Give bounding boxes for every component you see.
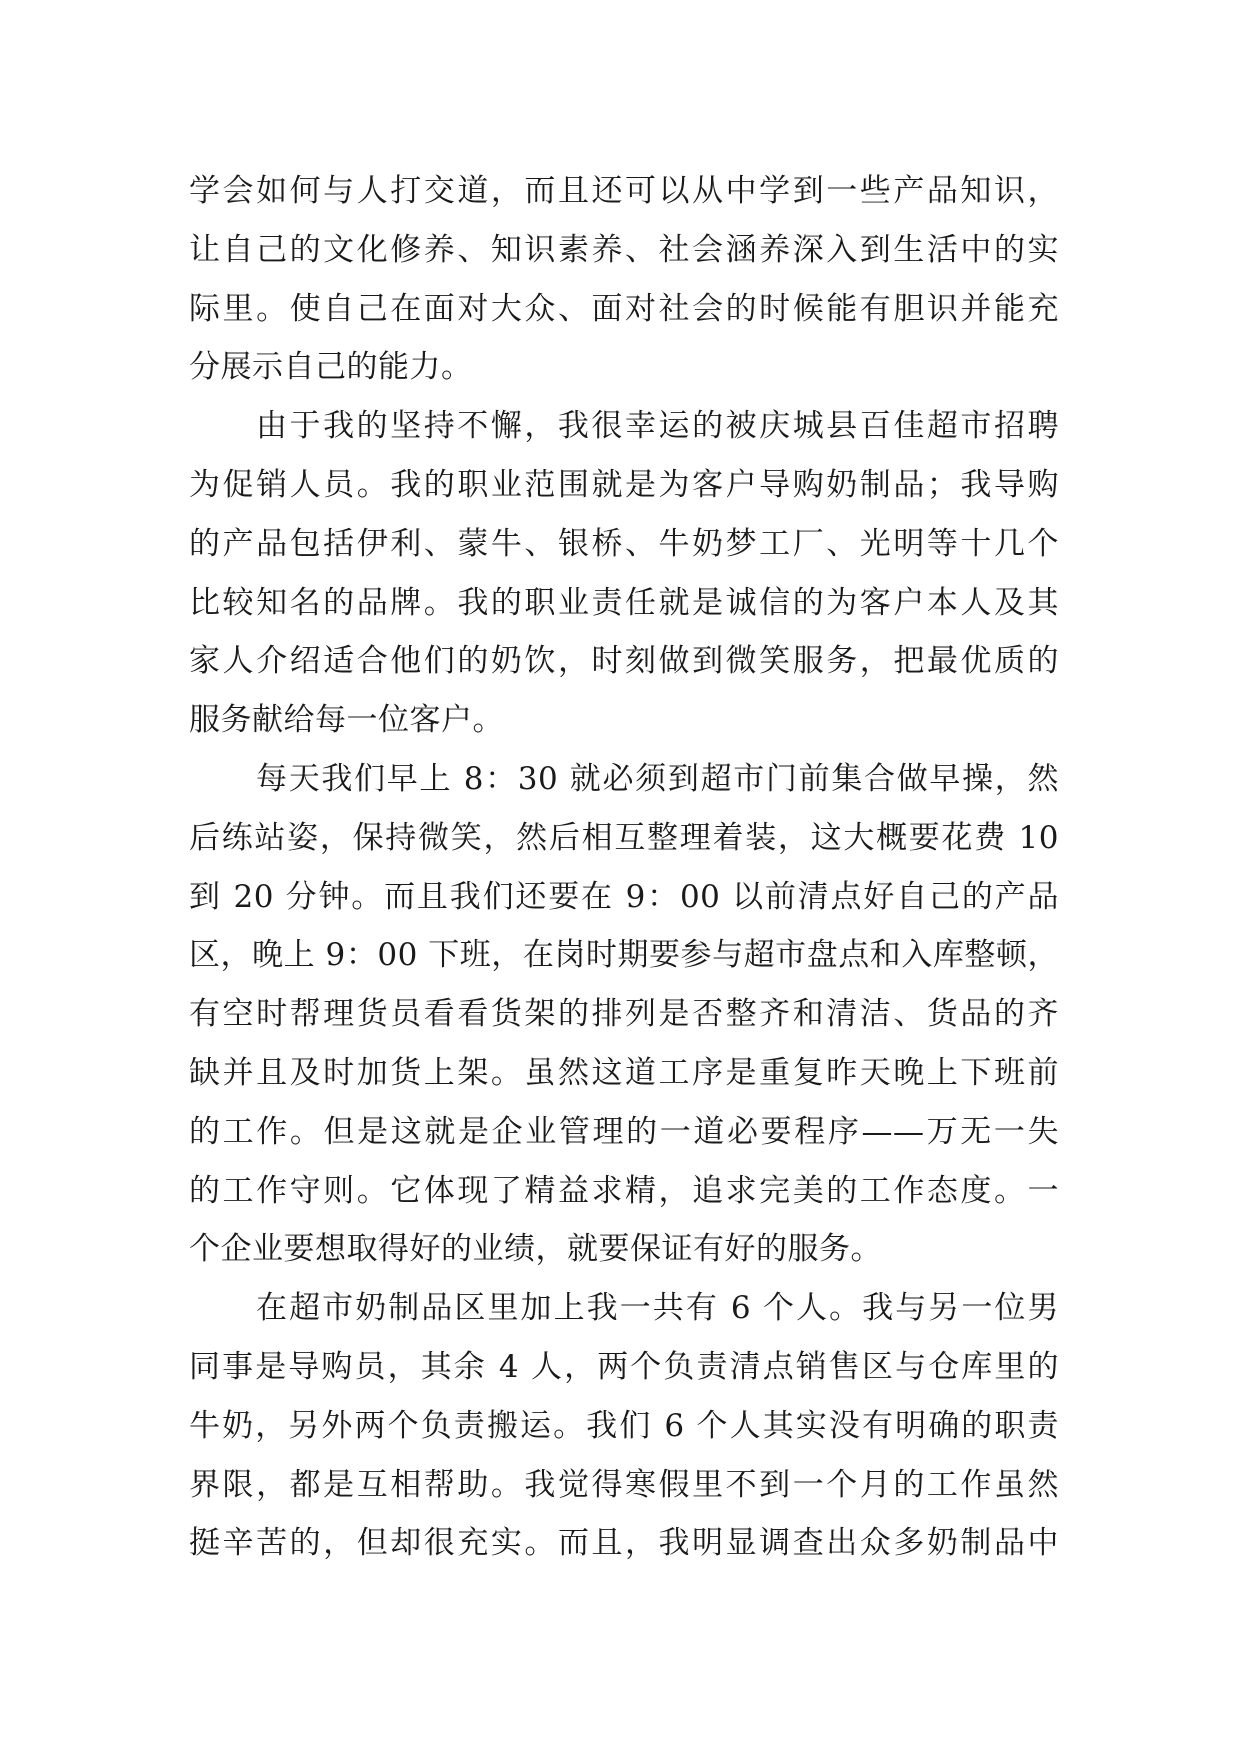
text-line: 后练站姿，保持微笑，然后相互整理着装，这大概要花费 10 [189, 819, 1059, 856]
text-line: 学会如何与人打交道，而且还可以从中学到一些产品知识， [189, 173, 1059, 209]
text-line: 同事是导购员，其余 4 人，两个负责清点销售区与仓库里的 [189, 1348, 1059, 1385]
body-text [189, 162, 1059, 1573]
text-line: 有空时帮理货员看看货架的排列是否整齐和清洁、货品的齐 [189, 996, 1059, 1033]
text-line: 家人介绍适合他们的奶饮，时刻做到微笑服务，把最优质的 [189, 643, 1059, 680]
text-line: 际里。使自己在面对大众、面对社会的时候能有胆识并能充 [189, 290, 1059, 327]
text-line: 服务献给每一位客户。 [189, 702, 504, 739]
paragraph [189, 162, 1059, 397]
text-line: 让自己的文化修养、知识素养、社会涵养深入到生活中的实 [189, 231, 1059, 268]
text-line: 在超市奶制品区里加上我一共有 6 个人。我与另一位男 [256, 1290, 1059, 1327]
paragraph [189, 1279, 1059, 1573]
text-line: 由于我的坚持不懈，我很幸运的被庆城县百佳超市招聘 [256, 408, 1059, 445]
text-line: 到 20 分钟。而且我们还要在 9：00 以前清点好自己的产品 [189, 878, 1059, 915]
text-line: 的产品包括伊利、蒙牛、银桥、牛奶梦工厂、光明等十几个 [189, 525, 1059, 562]
text-line: 缺并且及时加货上架。虽然这道工序是重复昨天晚上下班前 [189, 1054, 1059, 1091]
text-line: 每天我们早上 8：30 就必须到超市门前集合做早操，然 [256, 760, 1059, 797]
text-line: 的工作守则。它体现了精益求精，追求完美的工作态度。一 [189, 1172, 1059, 1209]
text-line: 界限，都是互相帮助。我觉得寒假里不到一个月的工作虽然 [189, 1466, 1059, 1503]
text-line: 个企业要想取得好的业绩，就要保证有好的服务。 [189, 1231, 882, 1268]
text-line: 比较知名的品牌。我的职业责任就是诚信的为客户本人及其 [189, 584, 1059, 621]
text-line: 的工作。但是这就是企业管理的一道必要程序——万无一失 [189, 1113, 1059, 1150]
text-line: 挺辛苦的，但却很充实。而且，我明显调查出众多奶制品中 [189, 1525, 1059, 1562]
paragraph [189, 397, 1059, 750]
text-line: 为促销人员。我的职业范围就是为客户导购奶制品；我导购 [189, 466, 1059, 503]
text-line: 牛奶，另外两个负责搬运。我们 6 个人其实没有明确的职责 [189, 1407, 1059, 1444]
text-line: 分展示自己的能力。 [189, 349, 473, 386]
paragraph [189, 750, 1059, 1279]
text-line: 区，晚上 9：00 下班，在岗时期要参与超市盘点和入库整顿， [189, 937, 1059, 974]
